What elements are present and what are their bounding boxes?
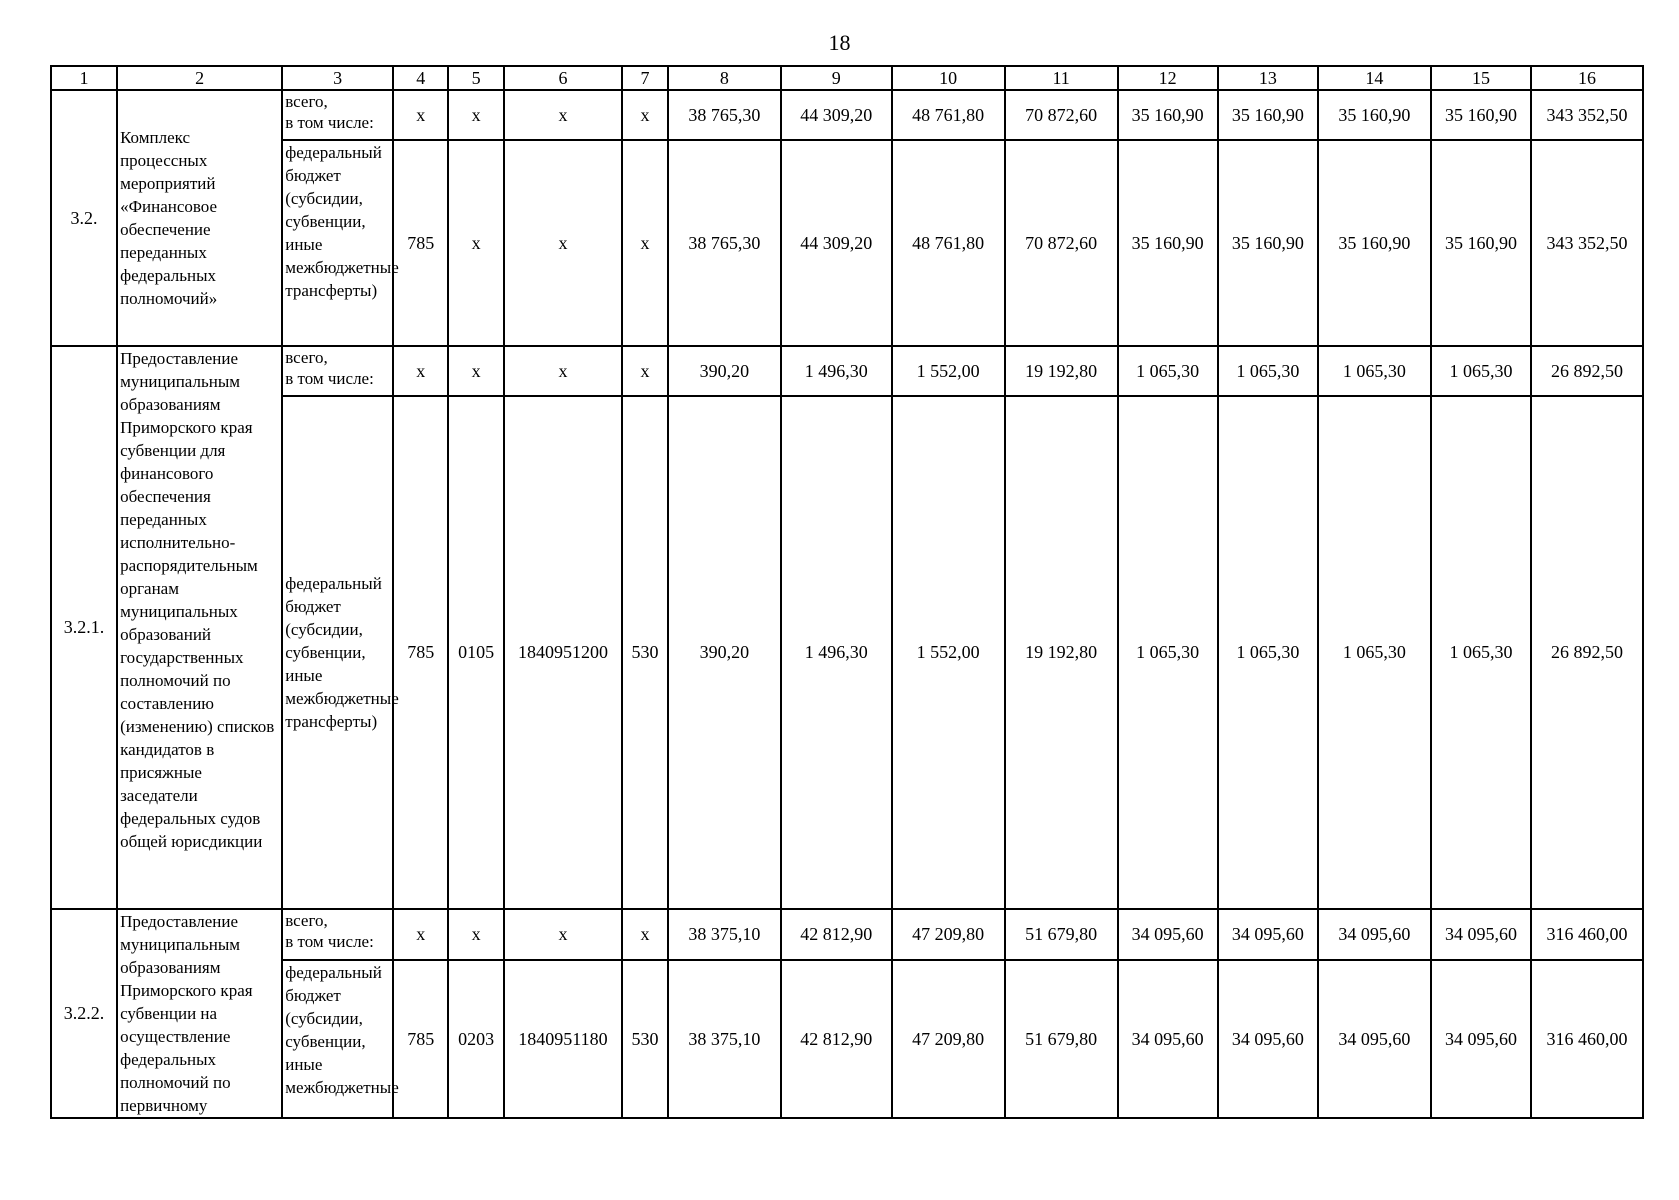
value-cell: 1 065,30 — [1218, 346, 1318, 396]
source-label-total: всего, в том числе: — [282, 909, 393, 960]
value-cell: 1 496,30 — [781, 396, 892, 909]
value-cell: 1 065,30 — [1318, 346, 1431, 396]
value-cell: 19 192,80 — [1005, 346, 1118, 396]
code-cell: x — [393, 909, 448, 960]
value-cell: 34 095,60 — [1118, 960, 1218, 1118]
code-cell: x — [504, 140, 622, 346]
value-cell: 390,20 — [668, 396, 781, 909]
code-cell: 1840951180 — [504, 960, 622, 1118]
code-cell: x — [622, 346, 668, 396]
value-cell: 42 812,90 — [781, 909, 892, 960]
value-cell: 35 160,90 — [1218, 140, 1318, 346]
code-cell: 530 — [622, 960, 668, 1118]
page-number: 18 — [828, 30, 851, 55]
table-row-total — [51, 90, 1643, 140]
value-cell: 1 065,30 — [1431, 396, 1531, 909]
row-name: Предоставление муниципальным образованиям Приморского края субвенции на осуществление федеральных полномочий по первичному — [117, 909, 282, 1118]
table-row-total — [51, 346, 1643, 396]
value-cell: 1 065,30 — [1318, 396, 1431, 909]
value-cell: 38 375,10 — [668, 909, 781, 960]
code-cell: 785 — [393, 396, 448, 909]
value-cell: 44 309,20 — [781, 90, 892, 140]
code-cell: x — [393, 90, 448, 140]
value-cell: 38 765,30 — [668, 140, 781, 346]
column-header: 5 — [448, 66, 503, 90]
column-header: 14 — [1318, 66, 1431, 90]
value-cell: 48 761,80 — [892, 140, 1005, 346]
code-cell: 530 — [622, 396, 668, 909]
source-label-total: всего, в том числе: — [282, 346, 393, 396]
value-cell: 34 095,60 — [1318, 909, 1431, 960]
value-cell: 34 095,60 — [1118, 909, 1218, 960]
value-cell: 35 160,90 — [1118, 90, 1218, 140]
value-cell: 35 160,90 — [1118, 140, 1218, 346]
value-cell: 34 095,60 — [1318, 960, 1431, 1118]
value-cell: 47 209,80 — [892, 960, 1005, 1118]
value-cell: 1 552,00 — [892, 396, 1005, 909]
value-cell: 1 552,00 — [892, 346, 1005, 396]
value-cell: 38 765,30 — [668, 90, 781, 140]
value-cell: 35 160,90 — [1218, 90, 1318, 140]
value-cell: 390,20 — [668, 346, 781, 396]
row-name: Комплекс процессных мероприятий «Финансовое обеспечение переданных федеральных полномочий» — [117, 90, 282, 346]
value-cell: 34 095,60 — [1218, 960, 1318, 1118]
code-cell: x — [622, 90, 668, 140]
column-header: 9 — [781, 66, 892, 90]
column-header: 12 — [1118, 66, 1218, 90]
column-header: 16 — [1531, 66, 1643, 90]
code-cell: 785 — [393, 140, 448, 346]
code-cell: x — [393, 346, 448, 396]
source-label-federal: федеральный бюджет (субсидии, субвенции, иные межбюджетные трансферты) — [282, 396, 393, 909]
table-row-federal — [51, 396, 1643, 909]
value-cell: 70 872,60 — [1005, 140, 1118, 346]
code-cell: x — [504, 346, 622, 396]
code-cell: 785 — [393, 960, 448, 1118]
value-cell: 44 309,20 — [781, 140, 892, 346]
code-cell: x — [504, 90, 622, 140]
value-cell: 35 160,90 — [1431, 90, 1531, 140]
column-header: 10 — [892, 66, 1005, 90]
value-cell: 1 065,30 — [1118, 396, 1218, 909]
column-header: 6 — [504, 66, 622, 90]
value-cell: 26 892,50 — [1531, 346, 1643, 396]
column-header: 2 — [117, 66, 282, 90]
source-label-federal: федеральный бюджет (субсидии, субвенции, иные межбюджетные трансферты) — [282, 140, 393, 346]
column-header: 11 — [1005, 66, 1118, 90]
value-cell: 34 095,60 — [1431, 960, 1531, 1118]
table-row-federal — [51, 960, 1643, 1118]
code-cell: 0105 — [448, 396, 503, 909]
code-cell: x — [448, 346, 503, 396]
row-number: 3.2. — [51, 90, 117, 346]
value-cell: 70 872,60 — [1005, 90, 1118, 140]
row-name: Предоставление муниципальным образованиям Приморского края субвенции для финансового обеспечения переданных исполнительно-распорядительным органам муниципальных образований государственных полномочий по составлению (изменению) списков кандидатов в присяжные заседатели федеральных судов общей юрисдикции — [117, 346, 282, 909]
value-cell: 343 352,50 — [1531, 90, 1643, 140]
value-cell: 26 892,50 — [1531, 396, 1643, 909]
value-cell: 48 761,80 — [892, 90, 1005, 140]
value-cell: 35 160,90 — [1318, 90, 1431, 140]
table-row-total — [51, 909, 1643, 960]
column-header: 15 — [1431, 66, 1531, 90]
code-cell: 1840951200 — [504, 396, 622, 909]
header-row — [51, 66, 1643, 90]
code-cell: x — [622, 140, 668, 346]
value-cell: 1 065,30 — [1118, 346, 1218, 396]
value-cell: 34 095,60 — [1431, 909, 1531, 960]
value-cell: 47 209,80 — [892, 909, 1005, 960]
value-cell: 51 679,80 — [1005, 909, 1118, 960]
code-cell: 0203 — [448, 960, 503, 1118]
code-cell: x — [448, 140, 503, 346]
source-label-federal: федеральный бюджет (субсидии, субвенции, иные межбюджетные — [282, 960, 393, 1118]
value-cell: 35 160,90 — [1318, 140, 1431, 346]
value-cell: 1 065,30 — [1218, 396, 1318, 909]
value-cell: 35 160,90 — [1431, 140, 1531, 346]
value-cell: 343 352,50 — [1531, 140, 1643, 346]
code-cell: x — [504, 909, 622, 960]
value-cell: 19 192,80 — [1005, 396, 1118, 909]
source-label-total: всего, в том числе: — [282, 90, 393, 140]
value-cell: 34 095,60 — [1218, 909, 1318, 960]
value-cell: 1 496,30 — [781, 346, 892, 396]
code-cell: x — [622, 909, 668, 960]
column-header: 3 — [282, 66, 393, 90]
value-cell: 316 460,00 — [1531, 960, 1643, 1118]
column-header: 4 — [393, 66, 448, 90]
column-header: 8 — [668, 66, 781, 90]
value-cell: 38 375,10 — [668, 960, 781, 1118]
value-cell: 51 679,80 — [1005, 960, 1118, 1118]
column-header: 7 — [622, 66, 668, 90]
value-cell: 1 065,30 — [1431, 346, 1531, 396]
value-cell: 42 812,90 — [781, 960, 892, 1118]
column-header: 13 — [1218, 66, 1318, 90]
row-number: 3.2.2. — [51, 909, 117, 1118]
code-cell: x — [448, 909, 503, 960]
code-cell: x — [448, 90, 503, 140]
row-number: 3.2.1. — [51, 346, 117, 909]
column-header: 1 — [51, 66, 117, 90]
value-cell: 316 460,00 — [1531, 909, 1643, 960]
budget-table — [50, 65, 1644, 1119]
table-row-federal — [51, 140, 1643, 346]
